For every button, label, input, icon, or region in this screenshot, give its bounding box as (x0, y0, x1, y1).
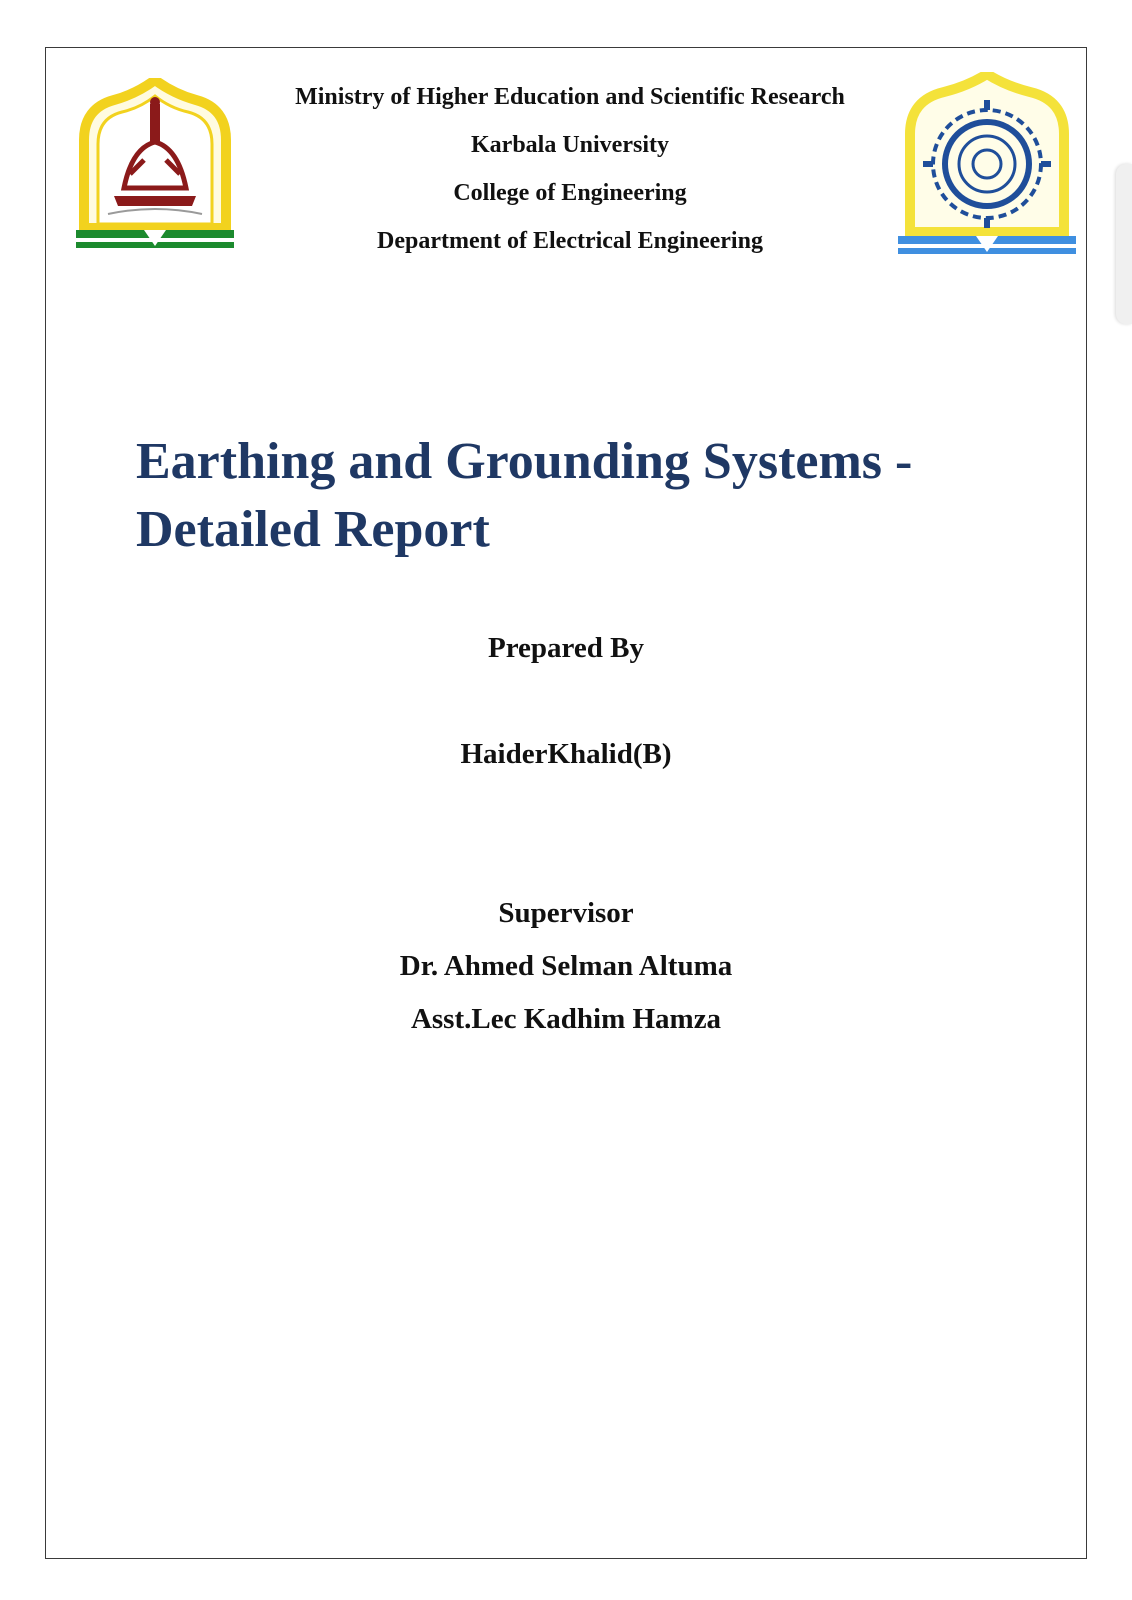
report-title (136, 428, 1036, 564)
university-name: Karbala University (471, 132, 669, 158)
supervisor-name: Dr. Ahmed Selman Altuma (399, 950, 733, 982)
scroll-handle[interactable] (1116, 164, 1132, 324)
department-name: Department of Electrical Engineering (377, 228, 763, 254)
author-name: HaiderKhalid(B) (460, 738, 672, 770)
college-logo-icon (898, 72, 1076, 270)
university-logo-icon (74, 78, 236, 262)
prepared-by-label: Prepared By (487, 632, 644, 664)
supervisor-label: Supervisor (498, 897, 634, 929)
report-title-line-1: Earthing and Grounding Systems - (136, 433, 913, 490)
page-border (45, 47, 1087, 1559)
ministry-name: Ministry of Higher Education and Scientific Research (295, 84, 845, 110)
report-title-line-2: Detailed Report (136, 501, 490, 558)
college-name: College of Engineering (453, 180, 687, 206)
institution-header (240, 80, 900, 272)
supervisor-name: Asst.Lec Kadhim Hamza (410, 1003, 722, 1035)
